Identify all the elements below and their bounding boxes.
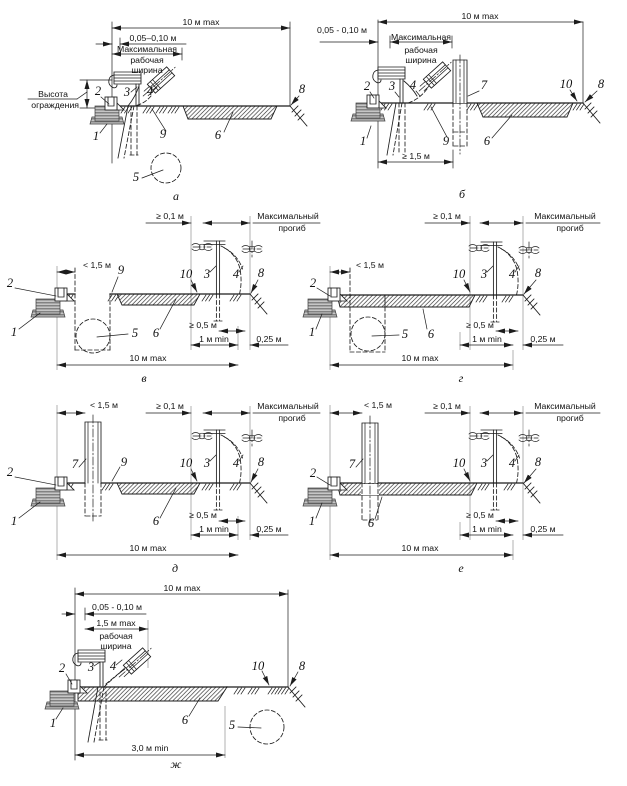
callout-9: 9 xyxy=(442,134,450,148)
callout-2: 2 xyxy=(6,465,14,479)
dim-half-label: ≥ 0,5 м xyxy=(189,510,217,520)
figure-g xyxy=(310,205,627,390)
work-width-line1: Максимальная xyxy=(391,32,451,42)
callout-6: 6 xyxy=(483,134,491,148)
callout-5: 5 xyxy=(228,718,236,732)
fence-wall xyxy=(45,691,79,709)
sag-line1: Максимальный xyxy=(257,211,319,221)
callout-8: 8 xyxy=(534,455,542,469)
slope-edge xyxy=(583,103,600,123)
callout-2: 2 xyxy=(6,276,14,290)
callout-8: 8 xyxy=(597,77,605,91)
dim-025-label: 0,25 м xyxy=(530,334,556,344)
support-bracket xyxy=(367,95,386,108)
dim-clear-label: ≥ 0,1 м xyxy=(156,211,184,221)
callout-3: 3 xyxy=(203,267,211,281)
dim-1m-label: 1 м min xyxy=(199,524,229,534)
callout-10: 10 xyxy=(452,267,466,281)
callout-4: 4 xyxy=(508,456,516,470)
callout-5: 5 xyxy=(131,326,139,340)
callout-3: 3 xyxy=(480,267,488,281)
callout-1: 1 xyxy=(49,716,57,730)
work-width-line3: ширина xyxy=(131,65,163,75)
slope-edge xyxy=(523,483,540,503)
dim-pit-label: < 1,5 м xyxy=(90,400,118,410)
fence-wall xyxy=(303,299,337,317)
work-width-line3: ширина xyxy=(405,55,437,65)
drill-mast xyxy=(469,430,539,510)
callout-1: 1 xyxy=(308,325,316,339)
caption-a: а xyxy=(173,189,179,203)
fence-wall xyxy=(31,488,65,506)
callout-10: 10 xyxy=(179,456,193,470)
callout-6: 6 xyxy=(427,327,435,341)
spoil-strip xyxy=(477,103,573,117)
caption-e: е xyxy=(458,561,464,575)
dim-width-label: 1,5 м max xyxy=(96,618,136,628)
figure-e-linework xyxy=(303,405,600,560)
dim-offset-label: 0,05 - 0,10 м xyxy=(92,602,142,612)
dim-10m-label: 10 м max xyxy=(163,583,201,593)
caption-d: д xyxy=(171,561,179,575)
dim-025-label: 0,25 м xyxy=(256,524,282,534)
fence-wall xyxy=(31,299,65,317)
dim-10m-label: 10 м max xyxy=(401,353,439,363)
figure-g-linework xyxy=(303,216,600,370)
caption-zh: ж xyxy=(170,757,182,771)
sag-line2: прогиб xyxy=(556,223,584,233)
callout-7: 7 xyxy=(480,78,488,92)
casing-pipe xyxy=(362,416,378,524)
callout-7: 7 xyxy=(71,457,79,471)
figure-v xyxy=(0,205,319,390)
callout-8: 8 xyxy=(298,659,306,673)
work-width-line2: рабочая xyxy=(404,45,438,55)
caption-v: в xyxy=(141,371,147,385)
callout-1: 1 xyxy=(308,514,316,528)
callout-10: 10 xyxy=(452,456,466,470)
pit-outline xyxy=(75,268,110,350)
callout-9: 9 xyxy=(120,455,128,469)
callout-6: 6 xyxy=(367,516,375,530)
slope-edge xyxy=(290,106,307,126)
figure-zh xyxy=(30,575,370,786)
figure-e xyxy=(310,385,627,585)
dim-half-label: ≥ 0,5 м xyxy=(466,510,494,520)
dim-pit-label: < 1,5 м xyxy=(356,260,384,270)
work-width-line1: Максимальная xyxy=(117,44,177,54)
drill-mast xyxy=(192,430,262,510)
callout-2: 2 xyxy=(94,84,102,98)
drill-mast xyxy=(469,242,539,322)
callout-3: 3 xyxy=(87,660,95,674)
dim-10m-label: 10 м max xyxy=(461,11,499,21)
spoil-strip xyxy=(117,294,200,305)
callout-8: 8 xyxy=(298,82,306,96)
casing-pipe xyxy=(453,55,467,154)
callout-10: 10 xyxy=(179,267,193,281)
figure-b xyxy=(310,0,627,210)
sag-line2: прогиб xyxy=(278,413,306,423)
callout-3: 3 xyxy=(480,456,488,470)
support-bracket xyxy=(105,97,124,110)
callout-6: 6 xyxy=(152,326,160,340)
casing-pipe xyxy=(85,415,101,521)
sag-line1: Максимальный xyxy=(534,401,596,411)
dim-1m-label: 1 м min xyxy=(199,334,229,344)
callout-5: 5 xyxy=(401,327,409,341)
slope-edge xyxy=(250,483,267,503)
dim-clear-label: ≥ 0,1 м xyxy=(433,401,461,411)
callout-2: 2 xyxy=(363,79,371,93)
callout-10: 10 xyxy=(251,659,265,673)
callout-2: 2 xyxy=(58,661,66,675)
dim-10m-label: 10 м max xyxy=(129,543,167,553)
dim-offset-label: 0,05–0,10 м xyxy=(129,33,177,43)
figure-v-linework xyxy=(15,216,320,370)
dim-10m-label: 10 м max xyxy=(182,17,220,27)
dim-clear-label: ≥ 0,1 м xyxy=(433,211,461,221)
callout-1: 1 xyxy=(10,325,18,339)
sag-line2: прогиб xyxy=(278,223,306,233)
dim-10m-label: 10 м max xyxy=(129,353,167,363)
callout-leaders xyxy=(100,87,299,178)
dim-depth-label: ≥ 1,5 м xyxy=(402,151,430,161)
dim-offset-label: 0,05 - 0,10 м xyxy=(317,25,367,35)
callout-4: 4 xyxy=(409,78,417,92)
callout-4: 4 xyxy=(232,456,240,470)
work-width-line2: ширина xyxy=(100,641,132,651)
dim-pit-label: < 1,5 м xyxy=(83,260,111,270)
dim-1m-label: 1 м min xyxy=(472,334,502,344)
spoil-strip xyxy=(183,106,277,119)
dim-025-label: 0,25 м xyxy=(530,524,556,534)
dim-clear-label: ≥ 0,1 м xyxy=(156,401,184,411)
figure-d xyxy=(0,385,319,585)
deck-strip xyxy=(337,295,475,307)
work-width-line1: рабочая xyxy=(99,631,133,641)
callout-6: 6 xyxy=(152,514,160,528)
borehole-circle xyxy=(250,710,284,744)
figure-d-linework xyxy=(15,405,320,560)
pit-outline xyxy=(350,268,385,352)
work-width-line2: рабочая xyxy=(130,55,164,65)
fence-wall xyxy=(303,488,337,506)
dim-half-label: ≥ 0,5 м xyxy=(466,320,494,330)
figure-zh-linework xyxy=(45,588,305,760)
callout-9: 9 xyxy=(159,127,167,141)
slope-edge xyxy=(288,687,305,707)
callout-4: 4 xyxy=(232,267,240,281)
callout-4: 4 xyxy=(146,84,154,98)
fence-height-line2: ограждения xyxy=(31,100,79,110)
callout-7: 7 xyxy=(348,457,356,471)
caption-b: б xyxy=(458,187,466,201)
dim-min-label: 3,0 м min xyxy=(131,743,169,753)
callout-3: 3 xyxy=(123,85,131,99)
spoil-strip xyxy=(117,483,200,494)
callout-3: 3 xyxy=(203,456,211,470)
sag-line2: прогиб xyxy=(556,413,584,423)
callout-1: 1 xyxy=(359,134,367,148)
deck-strip xyxy=(337,483,477,495)
callout-2: 2 xyxy=(309,466,317,480)
slope-edge xyxy=(523,295,540,315)
callout-10: 10 xyxy=(559,77,573,91)
callout-6: 6 xyxy=(214,128,222,142)
caption-g: г xyxy=(458,371,464,385)
dim-half-label: ≥ 0,5 м xyxy=(189,320,217,330)
sag-line1: Максимальный xyxy=(257,401,319,411)
callout-1: 1 xyxy=(10,514,18,528)
callout-1: 1 xyxy=(92,129,100,143)
callout-4: 4 xyxy=(109,659,117,673)
sag-line1: Максимальный xyxy=(534,211,596,221)
figure-a xyxy=(0,0,314,210)
dim-025-label: 0,25 м xyxy=(256,334,282,344)
drill-mast xyxy=(192,241,262,321)
callout-4: 4 xyxy=(508,267,516,281)
dim-1m-label: 1 м min xyxy=(472,524,502,534)
callout-8: 8 xyxy=(534,266,542,280)
dim-pit-label: < 1,5 м xyxy=(364,400,392,410)
borehole-circle xyxy=(151,153,181,183)
callout-3: 3 xyxy=(388,79,396,93)
callout-6: 6 xyxy=(181,713,189,727)
callout-8: 8 xyxy=(257,266,265,280)
callout-5: 5 xyxy=(132,170,140,184)
callout-2: 2 xyxy=(309,276,317,290)
slope-edge xyxy=(250,294,267,314)
dim-10m-label: 10 м max xyxy=(401,543,439,553)
callout-8: 8 xyxy=(257,455,265,469)
fence-height-line1: Высота xyxy=(38,89,68,99)
callout-9: 9 xyxy=(117,263,125,277)
borehole-circle xyxy=(351,317,385,351)
